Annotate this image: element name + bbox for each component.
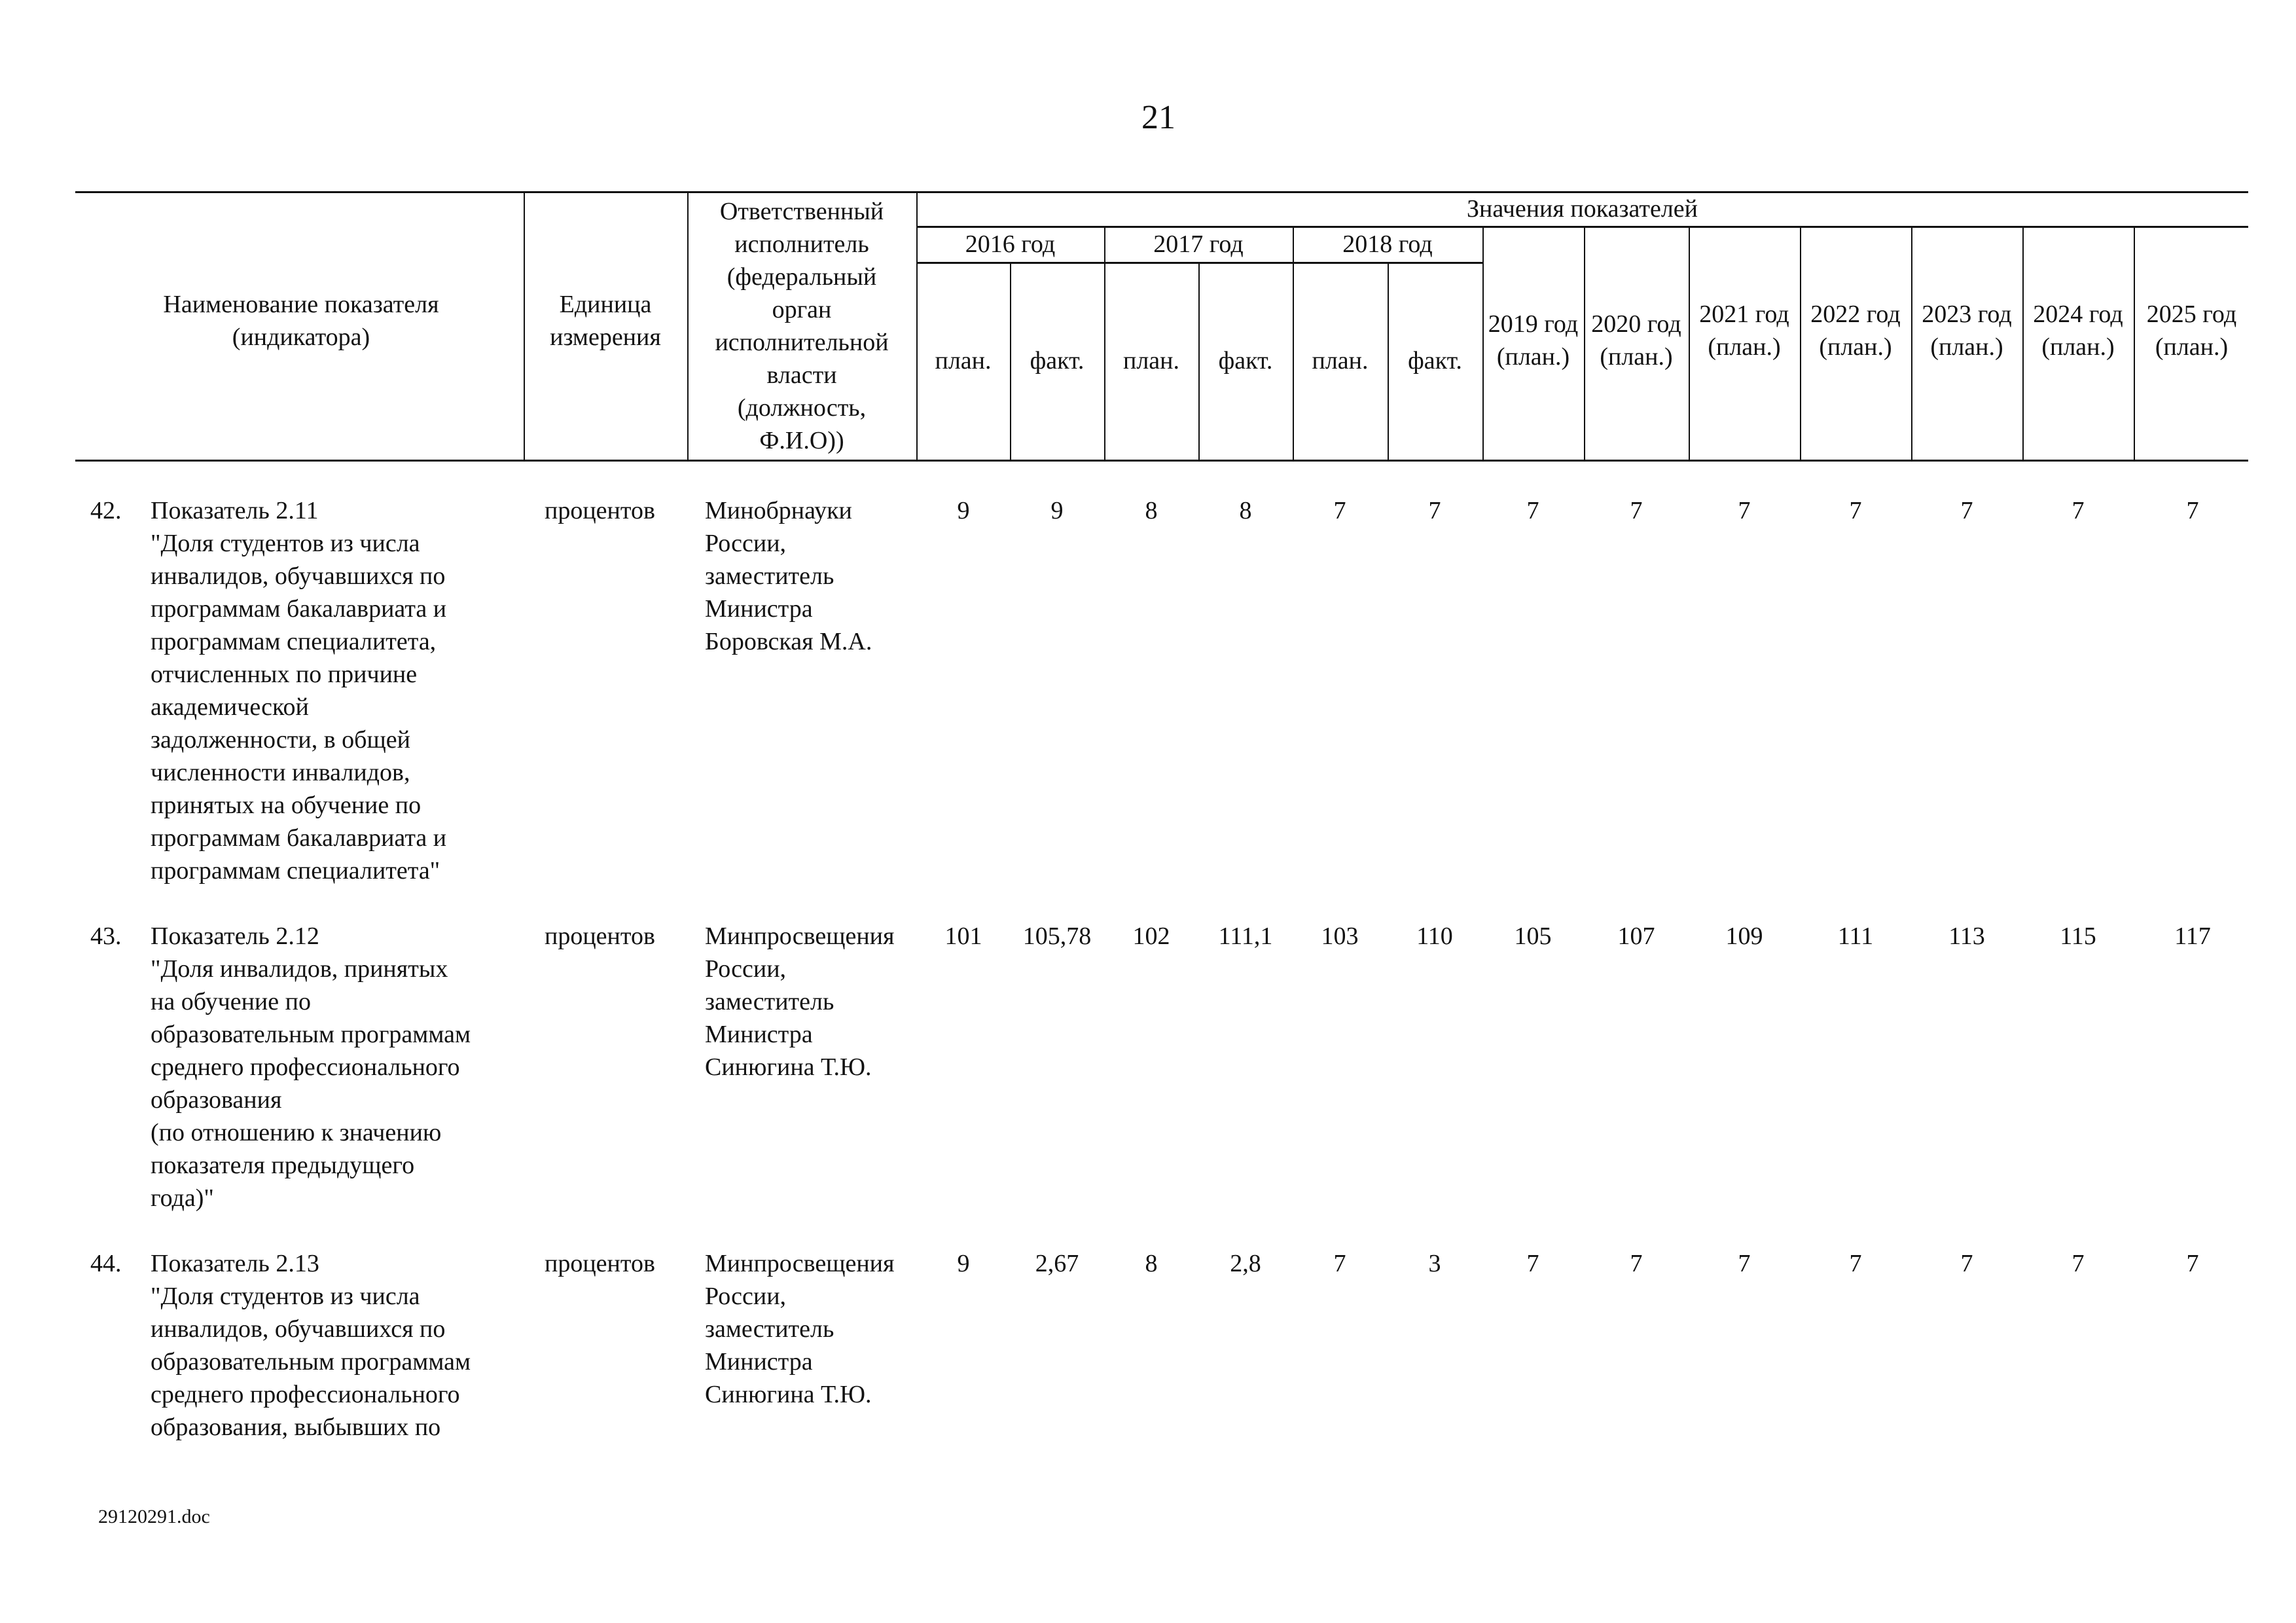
indicator-name-line: образовательным программам <box>151 1348 471 1376</box>
value-cell: 105,78 <box>1022 922 1092 950</box>
indicator-name-line: программам бакалавриата и <box>151 824 447 852</box>
responsible-line: Минобрнауки <box>705 497 852 524</box>
header-year-2018: 2018 год <box>1342 230 1433 258</box>
header-year-2023: 2023 год (план.) <box>1922 301 2012 361</box>
responsible-line: заместитель <box>705 562 834 590</box>
value-cell: 109 <box>1725 922 1763 950</box>
value-cell: 7 <box>1526 1250 1539 1277</box>
responsible-line: Боровская М.А. <box>705 628 872 655</box>
responsible-line: (федеральный <box>726 263 877 291</box>
header-responsible <box>687 194 916 458</box>
value-cell: 8 <box>1145 1250 1158 1277</box>
value-cell: 115 <box>2060 922 2096 950</box>
value-cell: 111 <box>1837 922 1874 950</box>
responsible-line: Синюгина Т.Ю. <box>705 1381 872 1408</box>
value-cell: 7 <box>1333 1250 1346 1277</box>
responsible-line: Синюгина Т.Ю. <box>705 1053 872 1081</box>
footer-file-name: 29120291.doc <box>98 1506 210 1527</box>
indicator-name-line: численности инвалидов, <box>151 759 410 786</box>
indicator-name-line: образования <box>151 1086 282 1114</box>
header-bottom-rule <box>75 460 2248 462</box>
value-cell: 111,1 <box>1218 922 1273 950</box>
header-year-2021: 2021 год (план.) <box>1699 301 1789 361</box>
responsible-line: Минпросвещения <box>705 1250 895 1277</box>
indicator-name-line: инвалидов, обучавшихся по <box>151 1315 446 1343</box>
indicator-name-line: среднего профессионального <box>151 1381 460 1408</box>
row-unit: процентов <box>545 922 655 950</box>
indicator-name-line: "Доля студентов из числа <box>151 530 420 557</box>
responsible-line: исполнительной <box>715 329 889 356</box>
row-number: 44. <box>90 1250 122 1277</box>
header-fact-2016: факт. <box>1030 347 1085 374</box>
responsible-line: орган <box>772 296 832 323</box>
indicator-name-line: показателя предыдущего <box>151 1152 415 1179</box>
indicator-name-line: академической <box>151 693 309 721</box>
header-fact-2017: факт. <box>1218 347 1273 374</box>
value-cell: 2,67 <box>1035 1250 1079 1277</box>
responsible-line: заместитель <box>705 988 834 1015</box>
responsible-line: Минпросвещения <box>705 922 895 950</box>
value-cell: 7 <box>2186 1250 2199 1277</box>
indicator-name-line: программам бакалавриата и <box>151 595 447 623</box>
value-cell: 9 <box>957 1250 970 1277</box>
value-cell: 7 <box>2186 497 2199 524</box>
responsible-line: власти <box>766 361 837 389</box>
indicator-name-line: задолженности, в общей <box>151 726 410 754</box>
value-cell: 7 <box>1960 497 1973 524</box>
value-cell: 7 <box>1849 497 1862 524</box>
indicator-name-line: программам специалитета, <box>151 628 437 655</box>
indicator-name-line: года)" <box>151 1184 214 1212</box>
responsible-line: Министра <box>705 1021 813 1048</box>
header-col-rule <box>1584 226 1585 460</box>
responsible-line: Министра <box>705 595 813 623</box>
value-cell: 7 <box>2072 497 2085 524</box>
indicator-name-line: (по отношению к значению <box>151 1119 442 1146</box>
indicator-name-line: Показатель 2.11 <box>151 497 319 524</box>
value-cell: 2,8 <box>1230 1250 1261 1277</box>
indicator-name-line: образовательным программам <box>151 1021 471 1048</box>
header-fact-2018: факт. <box>1408 347 1462 374</box>
row-number: 43. <box>90 922 122 950</box>
indicator-name-line: "Доля инвалидов, принятых <box>151 955 448 983</box>
value-cell: 7 <box>1630 1250 1643 1277</box>
responsible-line: России, <box>705 530 787 557</box>
responsible-line: (должность, <box>737 394 867 422</box>
value-cell: 7 <box>1960 1250 1973 1277</box>
page-number: 21 <box>1141 99 1175 136</box>
header-year-2020: 2020 год (план.) <box>1591 310 1681 371</box>
responsible-line: Ф.И.О)) <box>759 427 844 454</box>
header-year-2016: 2016 год <box>965 230 1056 258</box>
value-cell: 110 <box>1416 922 1453 950</box>
header-plan-2017: план. <box>1122 347 1179 374</box>
value-cell: 7 <box>1738 1250 1751 1277</box>
header-unit: Единица измерения <box>550 291 661 351</box>
responsible-line: России, <box>705 1283 787 1310</box>
header-name: Наименование показателя (индикатора) <box>163 291 439 351</box>
value-cell: 113 <box>1948 922 1985 950</box>
header-plan-2016: план. <box>935 347 992 374</box>
indicator-name-line: "Доля студентов из числа <box>151 1283 420 1310</box>
row-number: 42. <box>90 497 122 524</box>
value-cell: 7 <box>1526 497 1539 524</box>
value-cell: 7 <box>1738 497 1751 524</box>
value-cell: 103 <box>1321 922 1359 950</box>
row-unit: процентов <box>545 497 655 524</box>
value-cell: 105 <box>1514 922 1552 950</box>
responsible-line: Министра <box>705 1348 813 1376</box>
value-cell: 7 <box>2072 1250 2085 1277</box>
responsible-line: заместитель <box>705 1315 834 1343</box>
header-col-rule <box>1482 226 1484 460</box>
header-year-2022: 2022 год (план.) <box>1810 301 1901 361</box>
row-unit: процентов <box>545 1250 655 1277</box>
value-cell: 8 <box>1239 497 1252 524</box>
header-year-2024: 2024 год (план.) <box>2033 301 2123 361</box>
indicator-name-line: на обучение по <box>151 988 311 1015</box>
indicator-name-line: принятых на обучение по <box>151 792 422 819</box>
value-cell: 9 <box>957 497 970 524</box>
header-values-group: Значения показателей <box>1467 195 1698 223</box>
value-cell: 117 <box>2174 922 2211 950</box>
value-cell: 7 <box>1849 1250 1862 1277</box>
responsible-line: России, <box>705 955 787 983</box>
value-cell: 9 <box>1050 497 1064 524</box>
responsible-line: Ответственный <box>719 198 884 225</box>
header-year-2017: 2017 год <box>1153 230 1244 258</box>
value-cell: 8 <box>1145 497 1158 524</box>
value-cell: 7 <box>1630 497 1643 524</box>
indicator-name-line: среднего профессионального <box>151 1053 460 1081</box>
value-cell: 101 <box>944 922 982 950</box>
value-cell: 3 <box>1428 1250 1441 1277</box>
value-cell: 102 <box>1132 922 1170 950</box>
indicator-name-line: отчисленных по причине <box>151 661 418 688</box>
header-year-2025: 2025 год (план.) <box>2146 301 2237 361</box>
indicator-name-line: инвалидов, обучавшихся по <box>151 562 446 590</box>
value-cell: 7 <box>1333 497 1346 524</box>
header-year-2019: 2019 год (план.) <box>1488 310 1579 371</box>
responsible-line: исполнитель <box>734 230 869 258</box>
indicator-name-line: Показатель 2.13 <box>151 1250 319 1277</box>
indicator-name-line: Показатель 2.12 <box>151 922 319 950</box>
indicator-name-line: программам специалитета" <box>151 857 440 884</box>
value-cell: 107 <box>1617 922 1655 950</box>
header-plan-2018: план. <box>1312 347 1369 374</box>
indicator-name-line: образования, выбывших по <box>151 1413 441 1441</box>
value-cell: 7 <box>1428 497 1441 524</box>
